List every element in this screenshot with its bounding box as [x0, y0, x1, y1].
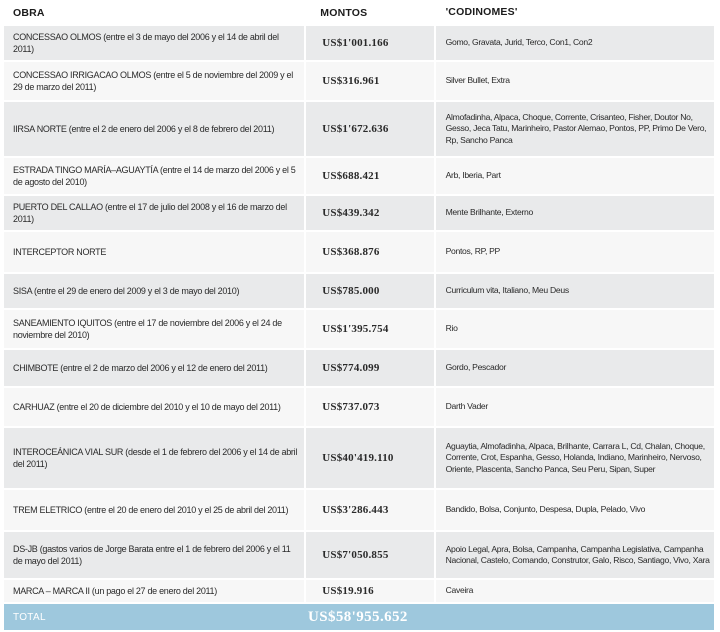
codinomes-cell: Apoio Legal, Apra, Bolsa, Campanha, Campanha Legislativa, Campanha Nacional, Castelo, Comando, Construtor, Galo, Risco, Santiago, Vivo, Xara: [445, 543, 710, 565]
monto-cell: US$737.073: [322, 401, 380, 413]
monto-cell: US$1'395.754: [322, 323, 389, 335]
codinomes-cell: Pontos, RP, PP: [445, 246, 500, 257]
total-bar: [4, 604, 714, 630]
codinomes-cell: Silver Bullet, Extra: [445, 75, 510, 86]
table-row: [4, 490, 714, 530]
monto-cell: US$439.342: [322, 207, 380, 219]
total-label: TOTAL: [13, 611, 46, 623]
codinomes-cell: Arb, Iberia, Part: [445, 170, 501, 181]
obra-cell: SISA (entre el 29 de enero del 2009 y el 3 de mayo del 2010): [13, 286, 240, 296]
table-row: [4, 196, 714, 230]
table-row: [4, 532, 714, 578]
table-row: [4, 274, 714, 308]
table-row: [4, 428, 714, 488]
obra-cell: DS-JB (gastos varios de Jorge Barata entre el 1 de febrero del 2006 y el 11 de mayo del 2011): [13, 544, 291, 566]
table-row: [4, 232, 714, 272]
codinomes-cell: Darth Vader: [445, 401, 488, 412]
header-obra: OBRA: [13, 7, 45, 19]
table-row: [4, 62, 714, 100]
obra-cell: ESTRADA TINGO MARÍA–AGUAYTÍA (entre el 14 de marzo del 2006 y el 5 de agosto del 2010): [13, 165, 296, 187]
monto-cell: US$688.421: [322, 170, 380, 182]
codinomes-cell: Mente Brilhante, Externo: [445, 207, 533, 218]
table-row: [4, 26, 714, 60]
header-montos: MONTOS: [320, 7, 368, 19]
monto-cell: US$316.961: [322, 75, 380, 87]
monto-cell: US$1'001.166: [322, 37, 389, 49]
monto-cell: US$3'286.443: [322, 504, 389, 516]
total-value: US$58'955.652: [308, 608, 408, 625]
obra-cell: CARHUAZ (entre el 20 de diciembre del 2010 y el 10 de mayo del 2011): [13, 402, 281, 412]
codinomes-cell: Almofadinha, Alpaca, Choque, Corrente, Crisanteo, Fisher, Doutor No, Gesso, Jeca Tatu, Marinheiro, Pastor Alemao, Pontos, PP, Primo De Vero, Rp, Sancho Panca: [445, 111, 707, 145]
codinomes-cell: Aguaytia, Almofadinha, Alpaca, Brilhante, Carrara L, Cd, Chalan, Choque, Corrente, Crot, Espanha, Gesso, Holanda, Indiano, Marinheiro, Nervoso, Oriente, Plascenta, Sancho Panca, Seu Peru, Sipan, Super: [445, 440, 705, 474]
obra-cell: TREM ELETRICO (entre el 20 de enero del 2010 y el 25 de abril del 2011): [13, 505, 289, 515]
table-row: [4, 158, 714, 194]
monto-cell: US$785.000: [322, 285, 380, 297]
codinomes-cell: Gordo, Pescador: [445, 362, 507, 373]
monto-cell: US$774.099: [322, 362, 380, 374]
table-row: [4, 102, 714, 156]
table-row: [4, 580, 714, 602]
monto-cell: US$1'672.636: [322, 123, 389, 135]
table-header: [4, 2, 714, 24]
table-row: [4, 388, 714, 426]
obra-cell: CONCESSAO IRRIGACAO OLMOS (entre el 5 de noviembre del 2009 y el 29 de marzo del 2011): [13, 70, 293, 92]
codinomes-cell: Curriculum vita, Italiano, Meu Deus: [445, 285, 569, 296]
obra-cell: INTEROCEÁNICA VIAL SUR (desde el 1 de febrero del 2006 y el 14 de abril del 2011): [13, 447, 298, 469]
monto-cell: US$19.916: [322, 585, 374, 597]
obra-cell: IIRSA NORTE (entre el 2 de enero del 2006 y el 8 de febrero del 2011): [13, 124, 275, 134]
obra-cell: INTERCEPTOR NORTE: [13, 247, 107, 257]
table-row: [4, 310, 714, 348]
monto-cell: US$368.876: [322, 246, 380, 258]
obra-cell: CHIMBOTE (entre el 2 de marzo del 2006 y el 12 de enero del 2011): [13, 363, 268, 373]
monto-cell: US$7'050.855: [322, 549, 389, 561]
obra-cell: SANEAMIENTO IQUITOS (entre el 17 de noviembre del 2006 y el 24 de noviembre del 2010): [13, 318, 282, 340]
header-codinomes: 'CODINOMES': [445, 6, 518, 19]
obra-cell: PUERTO DEL CALLAO (entre el 17 de julio del 2008 y el 16 de marzo del 2011): [13, 202, 287, 224]
monto-cell: US$40'419.110: [322, 452, 394, 464]
codinomes-cell: Rio: [445, 323, 458, 334]
codinomes-cell: Gomo, Gravata, Jurid, Terco, Con1, Con2: [445, 37, 593, 48]
table-row: [4, 350, 714, 386]
obra-cell: MARCA – MARCA II (un pago el 27 de enero del 2011): [13, 586, 217, 596]
obra-cell: CONCESSAO OLMOS (entre el 3 de mayo del 2006 y el 14 de abril del 2011): [13, 32, 279, 54]
codinomes-cell: Caveira: [445, 585, 474, 596]
codinomes-cell: Bandido, Bolsa, Conjunto, Despesa, Dupla, Pelado, Vivo: [445, 504, 646, 515]
